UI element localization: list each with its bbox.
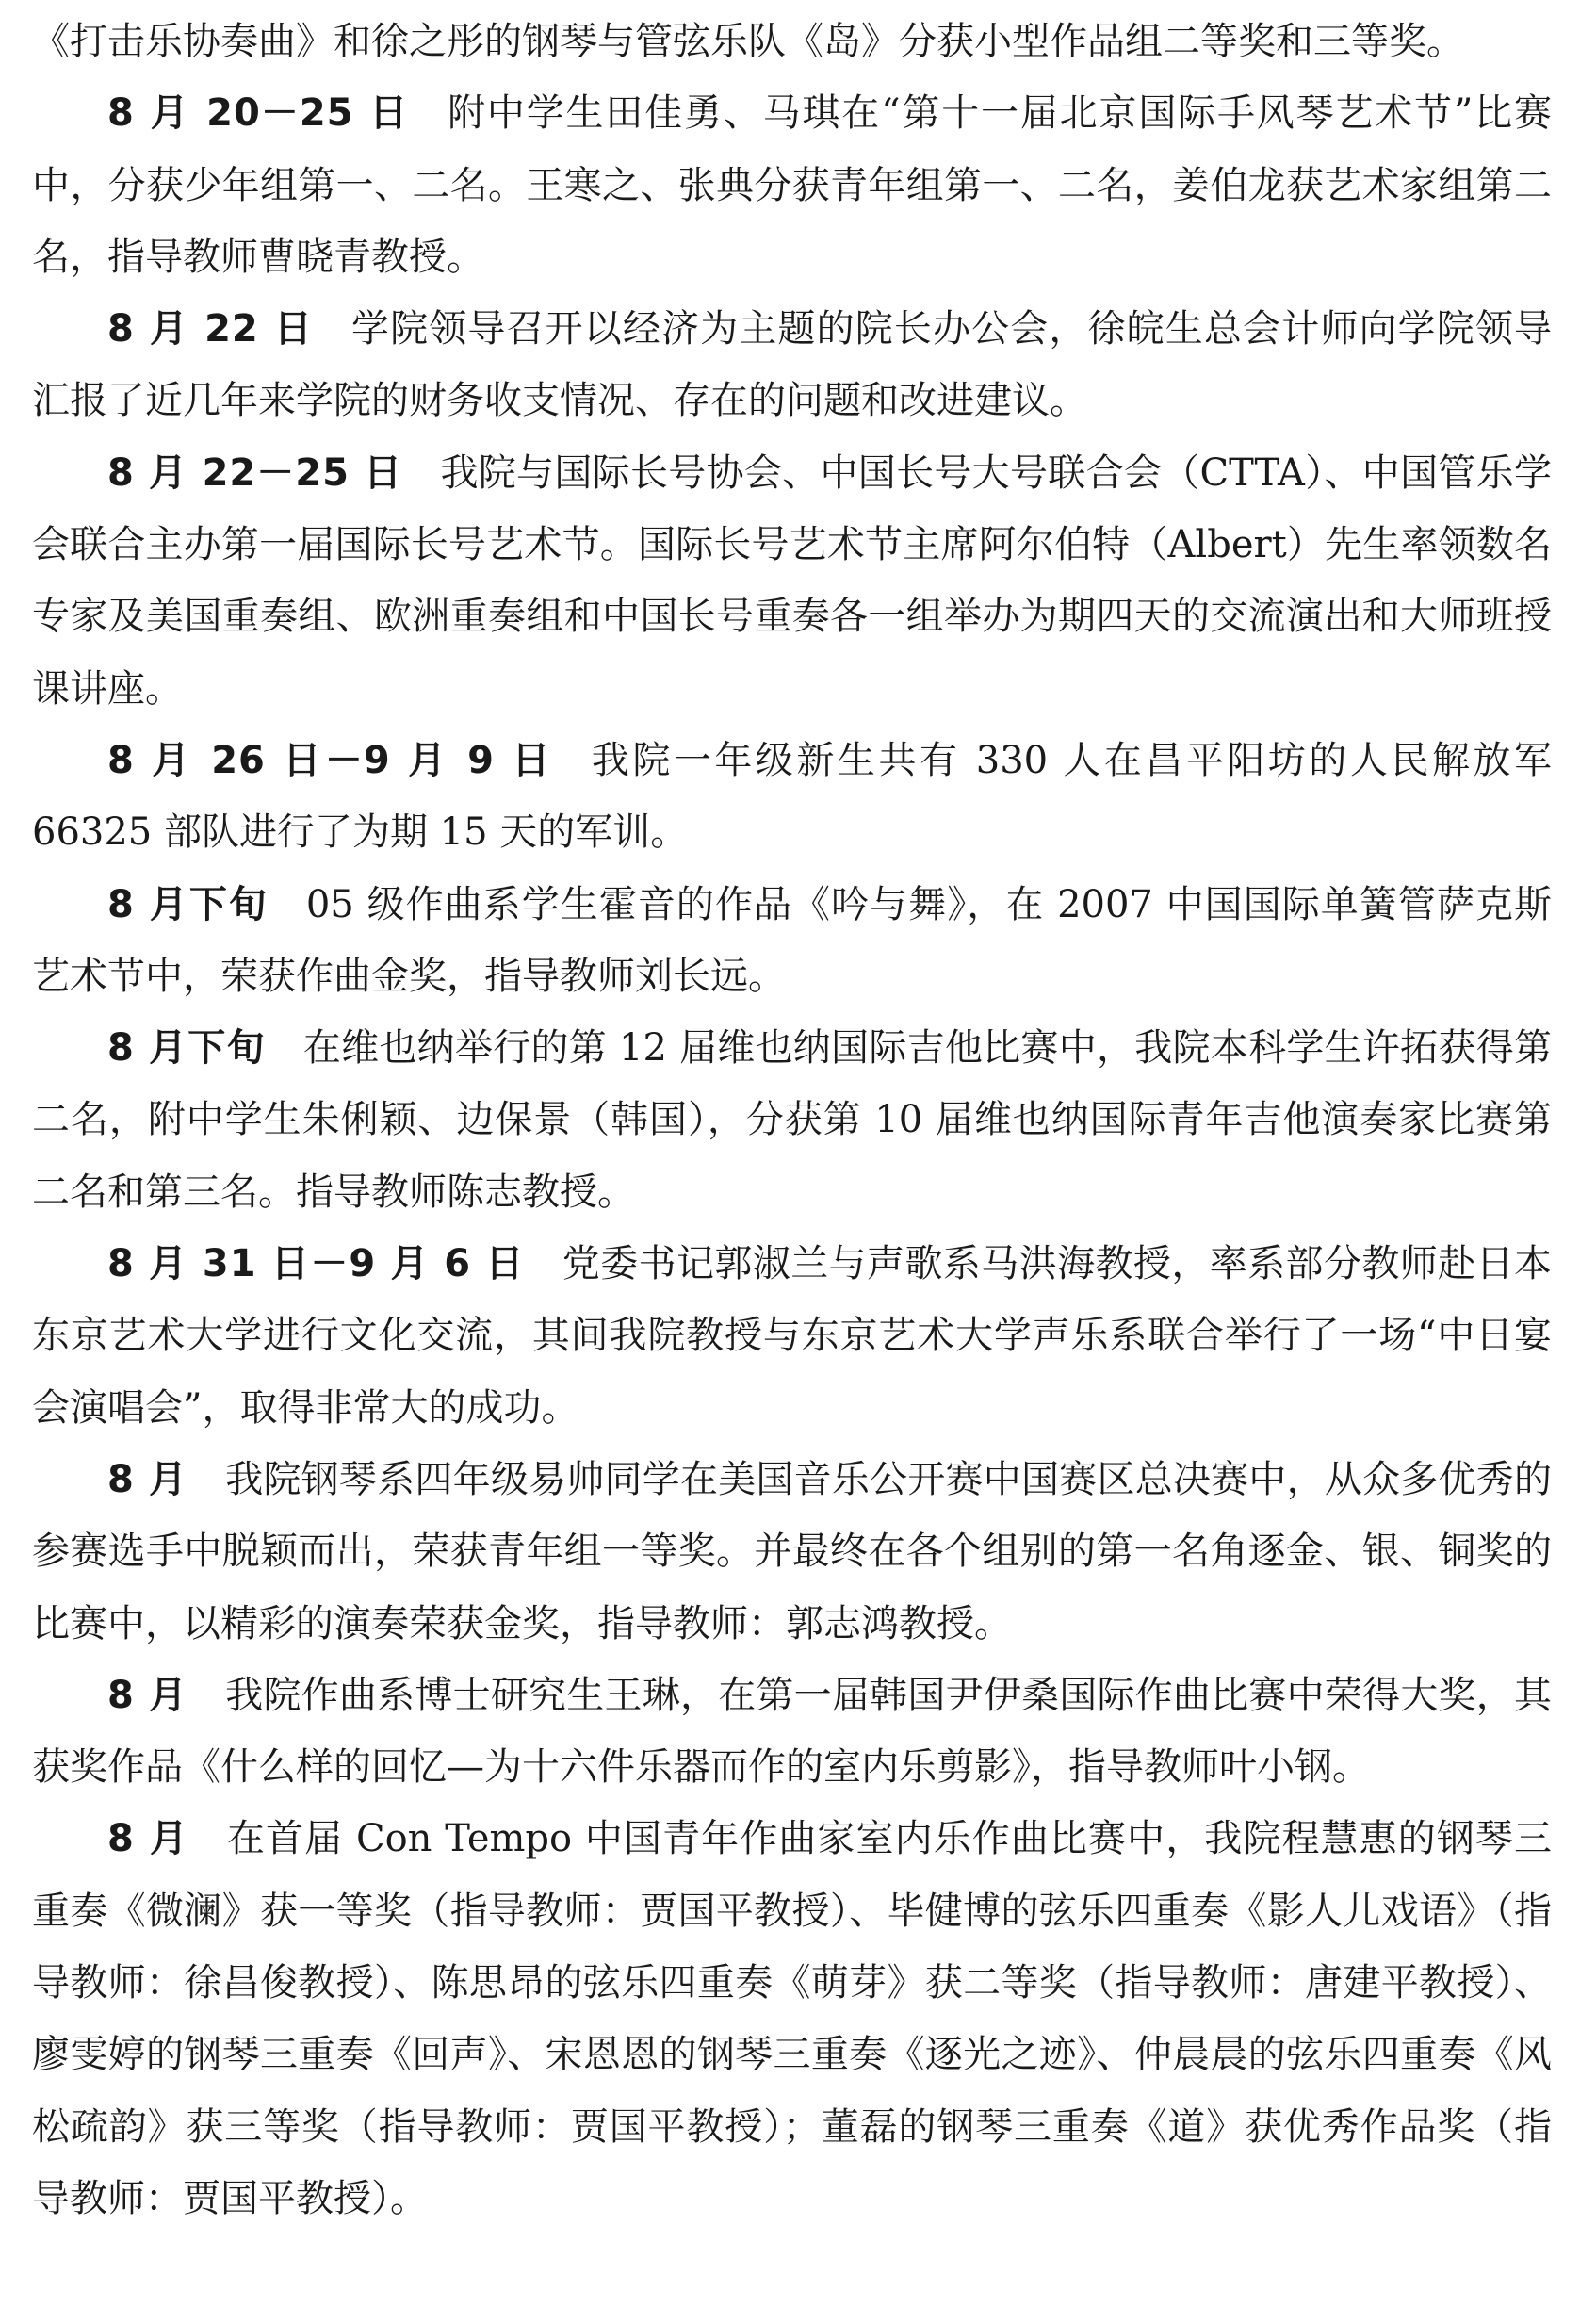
entry-date: 8 月 22 日 <box>107 307 314 352</box>
entry-8 <box>32 1444 1552 1660</box>
entry-text: 在首届 Con Tempo 中国青年作曲家室内乐作曲比赛中，我院程慧惠的钢琴三重奏《微澜》获一等奖（指导教师：贾国平教授）、毕健博的弦乐四重奏《影人儿戏语》（指导教师：徐昌俊教授）、陈思昂的弦乐四重奏《萌芽》获二等奖（指导教师：唐建平教授）、廖雯婷的钢琴三重奏《回声》、宋恩恩的钢琴三重奏《逐光之迹》、仲晨晨的弦乐四重奏《风松疏韵》获三等奖（指导教师：贾国平教授）；董磊的钢琴三重奏《道》获优秀作品奖（指导教师：贾国平教授）。 <box>32 1817 1552 2220</box>
entry-text: 05 级作曲系学生霍音的作品《吟与舞》，在 2007 中国国际单簧管萨克斯艺术节中，荣获作曲金奖，指导教师刘长远。 <box>32 882 1552 998</box>
entry-5 <box>32 869 1552 1013</box>
entry-date: 8 月 <box>107 1457 188 1501</box>
entry-date: 8 月 20－25 日 <box>107 91 411 136</box>
entry-0 <box>32 6 1552 77</box>
entry-date: 8 月 <box>107 1673 188 1717</box>
entry-9 <box>32 1660 1552 1804</box>
entry-date: 8 月 22－25 日 <box>107 450 403 495</box>
entry-1 <box>32 77 1552 293</box>
entry-date: 8 月 <box>107 1817 189 1861</box>
entry-date: 8 月 31 日－9 月 6 日 <box>107 1242 525 1286</box>
entry-6 <box>32 1012 1552 1228</box>
entry-date: 8 月下旬 <box>107 882 269 926</box>
entry-3 <box>32 437 1552 725</box>
entry-text: 附中学生田佳勇、马琪在“第十一届北京国际手风琴艺术节”比赛中，分获少年组第一、二名。王寒之、张典分获青年组第一、二名，姜伯龙获艺术家组第二名，指导教师曹晓青教授。 <box>32 91 1553 279</box>
entry-text: 学院领导召开以经济为主题的院长办公会，徐皖生总会计师向学院领导汇报了近几年来学院的财务收支情况、存在的问题和改进建议。 <box>32 307 1552 423</box>
entry-date: 8 月下旬 <box>107 1026 266 1071</box>
entry-7 <box>32 1228 1552 1444</box>
entry-text: 我院作曲系博士研究生王琳，在第一届韩国尹伊桑国际作曲比赛中荣得大奖，其获奖作品《什么样的回忆—为十六件乐器而作的室内乐剪影》，指导教师叶小钢。 <box>32 1673 1552 1790</box>
entry-text: 在维也纳举行的第 12 届维也纳国际吉他比赛中，我院本科学生许拓获得第二名，附中学生朱俐颖、边保景（韩国），分获第 10 届维也纳国际青年吉他演奏家比赛第二名和第三名。指导教师陈志教授。 <box>32 1026 1552 1214</box>
entry-2 <box>32 293 1552 437</box>
entry-text: 《打击乐协奏曲》和徐之彤的钢琴与管弦乐队《岛》分获小型作品组二等奖和三等奖。 <box>32 20 1464 63</box>
entry-text: 我院钢琴系四年级易帅同学在美国音乐公开赛中国赛区总决赛中，从众多优秀的参赛选手中脱颖而出，荣获青年组一等奖。并最终在各个组别的第一名角逐金、银、铜奖的比赛中，以精彩的演奏荣获金奖，指导教师：郭志鸿教授。 <box>32 1457 1552 1645</box>
entry-text: 我院一年级新生共有 330 人在昌平阳坊的人民解放军 66325 部队进行了为期 15 天的军训。 <box>32 738 1552 855</box>
entry-10 <box>32 1803 1552 2234</box>
entry-4 <box>32 725 1552 869</box>
entry-text: 我院与国际长号协会、中国长号大号联合会（CTTA）、中国管乐学会联合主办第一届国际长号艺术节。国际长号艺术节主席阿尔伯特（Albert）先生率领数名专家及美国重奏组、欧洲重奏组和中国长号重奏各一组举办为期四天的交流演出和大师班授课讲座。 <box>32 450 1553 711</box>
entry-date: 8 月 26 日－9 月 9 日 <box>107 738 554 782</box>
entry-text: 党委书记郭淑兰与声歌系马洪海教授，率系部分教师赴日本东京艺术大学进行文化交流，其间我院教授与东京艺术大学声乐系联合举行了一场“中日宴会演唱会”，取得非常大的成功。 <box>32 1242 1552 1430</box>
